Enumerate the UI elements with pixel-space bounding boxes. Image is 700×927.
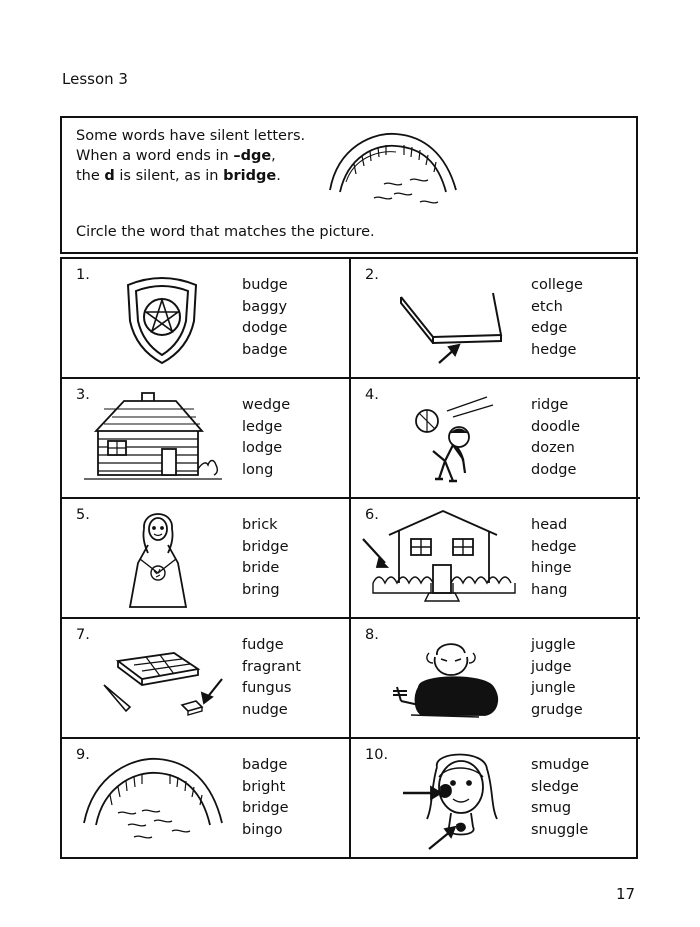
word-choice[interactable]: baggy (242, 298, 288, 315)
word-choice[interactable]: head (531, 517, 568, 533)
item-number: 6. (365, 507, 379, 523)
word-choices (242, 635, 301, 721)
exercise-item-7 (62, 619, 351, 739)
word-choice[interactable]: snuggle (531, 821, 589, 838)
item-number: 8. (365, 627, 379, 643)
word-choice[interactable]: nudge (242, 701, 288, 718)
word-choice[interactable]: doodle (531, 418, 581, 435)
item-number: 7. (76, 627, 90, 643)
word-choice[interactable]: dodge (531, 461, 577, 478)
word-choice[interactable]: dozen (531, 440, 575, 456)
intro-line-1: Some words have silent letters. (76, 128, 306, 144)
word-choice[interactable]: hedge (531, 538, 577, 555)
exercise-item-2 (351, 259, 640, 379)
word-choice[interactable]: badge (242, 341, 288, 358)
word-choices (531, 515, 576, 601)
word-choice[interactable]: college (531, 277, 583, 293)
item-number: 5. (76, 507, 90, 523)
bridge-illustration (324, 124, 464, 218)
word-choices (531, 635, 583, 721)
word-choice[interactable]: juggle (531, 637, 576, 653)
word-choice[interactable]: bingo (242, 821, 283, 838)
word-choice[interactable]: budge (242, 277, 288, 293)
word-choice[interactable]: bridge (242, 538, 289, 555)
word-choice[interactable]: fudge (242, 637, 284, 653)
intro-line-3: the d is silent, as in bridge. (76, 168, 281, 184)
lodge-illustration (84, 391, 222, 489)
word-choices (531, 275, 583, 361)
exercise-item-10 (351, 739, 640, 859)
word-choices (242, 755, 289, 841)
fudge-illustration (102, 643, 232, 737)
exercise-item-5 (62, 499, 351, 619)
lesson-title: Lesson 3 (62, 70, 128, 88)
bride-illustration (124, 507, 194, 615)
judge-illustration (389, 635, 523, 735)
word-choice[interactable]: fragrant (242, 658, 301, 675)
word-choice[interactable]: sledge (531, 778, 579, 795)
word-choice[interactable]: hinge (531, 560, 572, 576)
word-choices (242, 515, 289, 601)
dodge-illustration (397, 391, 509, 491)
word-choice[interactable]: smudge (531, 757, 590, 773)
word-choice[interactable]: ledge (242, 418, 283, 435)
word-choice[interactable]: smug (531, 800, 572, 816)
item-number: 4. (365, 387, 379, 403)
word-choice[interactable]: edge (531, 320, 568, 336)
item-number: 10. (365, 747, 389, 763)
word-choice[interactable]: judge (531, 658, 572, 675)
word-choices (531, 755, 589, 841)
word-choice[interactable]: grudge (531, 701, 583, 718)
exercise-grid (60, 257, 638, 859)
item-number: 1. (76, 267, 90, 283)
word-choices (242, 395, 290, 481)
word-choice[interactable]: jungle (531, 680, 576, 696)
page-number: 17 (616, 885, 636, 903)
item-number: 9. (76, 747, 90, 763)
exercise-item-1 (62, 259, 351, 379)
item-number: 3. (76, 387, 90, 403)
exercise-item-9 (62, 739, 351, 859)
instruction-text: Circle the word that matches the picture. (76, 224, 375, 240)
word-choice[interactable]: bride (242, 560, 280, 576)
exercise-item-8 (351, 619, 640, 739)
item-number: 2. (365, 267, 379, 283)
word-choice[interactable]: brick (242, 517, 278, 533)
hedge-illustration (369, 509, 519, 613)
word-choice[interactable]: long (242, 461, 274, 478)
instruction-box (60, 116, 638, 254)
word-choices (242, 275, 288, 361)
bridge-illustration (78, 749, 228, 853)
word-choice[interactable]: etch (531, 298, 563, 315)
word-choice[interactable]: ridge (531, 397, 569, 413)
intro-line-2: When a word ends in –dge, (76, 148, 276, 164)
word-choice[interactable]: bright (242, 778, 286, 795)
edge-illustration (397, 289, 509, 363)
word-choice[interactable]: hang (531, 581, 568, 598)
exercise-item-3 (62, 379, 351, 499)
exercise-item-6 (351, 499, 640, 619)
word-choice[interactable]: bring (242, 581, 280, 598)
word-choice[interactable]: dodge (242, 320, 288, 336)
exercise-item-4 (351, 379, 640, 499)
smudge-illustration (393, 747, 513, 857)
word-choice[interactable]: hedge (531, 341, 577, 358)
word-choice[interactable]: wedge (242, 397, 291, 413)
word-choice[interactable]: bridge (242, 800, 289, 816)
word-choice[interactable]: lodge (242, 440, 283, 456)
word-choice[interactable]: fungus (242, 680, 292, 696)
word-choice[interactable]: badge (242, 757, 288, 773)
badge-illustration (122, 273, 202, 373)
word-choices (531, 395, 580, 481)
